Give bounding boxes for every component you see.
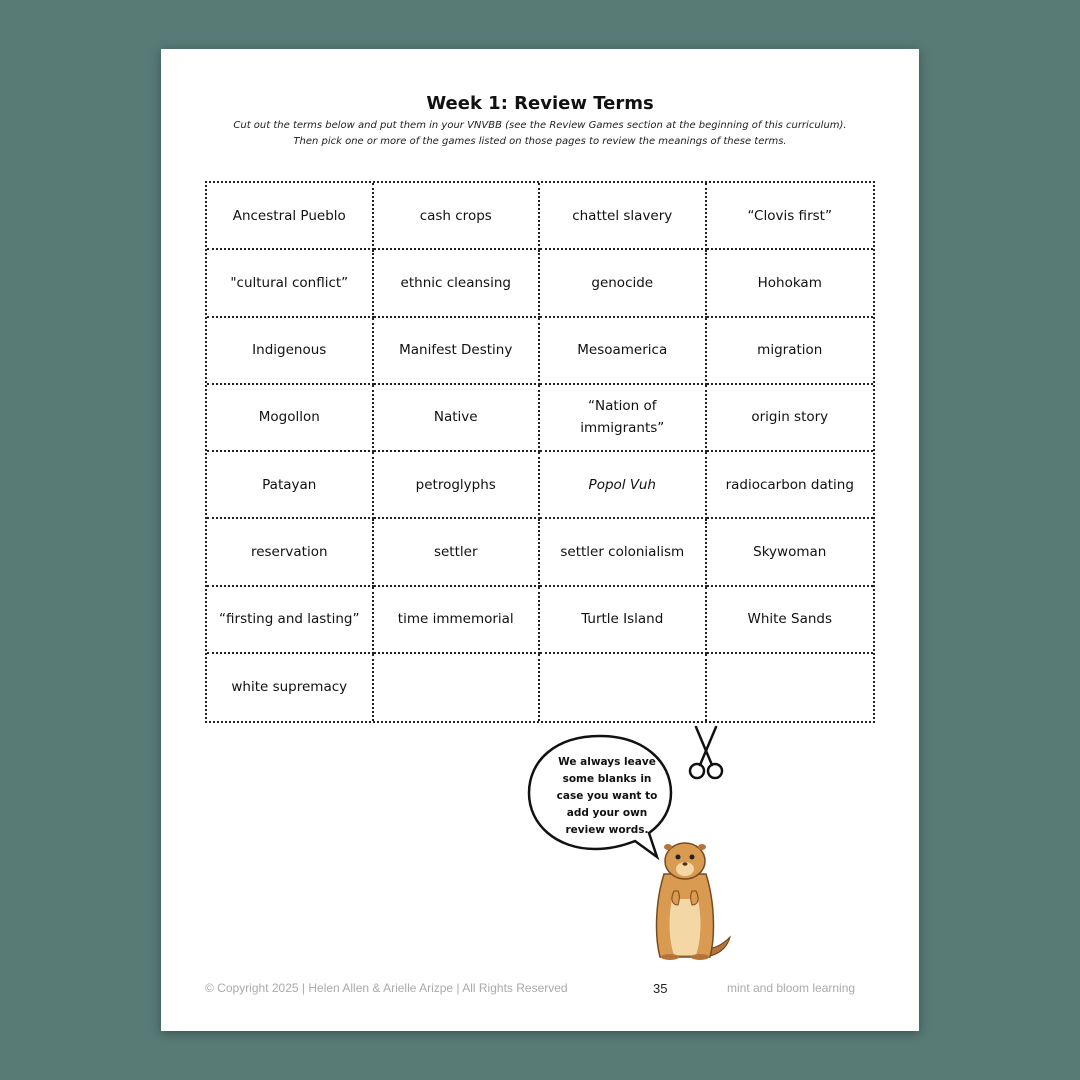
scissors-icon — [686, 725, 726, 781]
term-card: time immemorial — [374, 587, 541, 654]
prairie-dog-illustration — [636, 829, 736, 964]
term-card: migration — [707, 318, 874, 385]
term-card: Turtle Island — [540, 587, 707, 654]
page-number: 35 — [653, 981, 668, 996]
term-card: Patayan — [207, 452, 374, 519]
copyright-notice: © Copyright 2025 | Helen Allen & Arielle Arizpe | All Rights Reserved — [205, 981, 568, 995]
terms-grid — [205, 181, 875, 723]
blank-term-card — [374, 654, 541, 721]
term-card: Manifest Destiny — [374, 318, 541, 385]
instructions — [191, 118, 889, 150]
worksheet-page — [161, 49, 919, 1031]
term-card: Popol Vuh — [540, 452, 707, 519]
term-card: chattel slavery — [540, 183, 707, 250]
term-card: reservation — [207, 519, 374, 586]
term-card: "cultural conflict” — [207, 250, 374, 317]
term-card: settler — [374, 519, 541, 586]
term-card: “Clovis first” — [707, 183, 874, 250]
term-card: Native — [374, 385, 541, 452]
term-card: “firsting and lasting” — [207, 587, 374, 654]
term-card: cash crops — [374, 183, 541, 250]
term-card: Mogollon — [207, 385, 374, 452]
term-card: origin story — [707, 385, 874, 452]
speech-bubble-text: We always leave some blanks in case you want to add your own review words. — [556, 756, 658, 836]
term-card: petroglyphs — [374, 452, 541, 519]
instructions-line-2: Then pick one or more of the games listed on those pages to review the meanings of these terms. — [293, 136, 787, 147]
blank-term-card — [540, 654, 707, 721]
brand-name: mint and bloom learning — [727, 981, 856, 995]
term-card: settler colonialism — [540, 519, 707, 586]
term-card: Ancestral Pueblo — [207, 183, 374, 250]
term-card: radiocarbon dating — [707, 452, 874, 519]
term-card: ethnic cleansing — [374, 250, 541, 317]
blank-term-card — [707, 654, 874, 721]
instructions-line-1: Cut out the terms below and put them in your VNVBB (see the Review Games section at the beginning of this curriculum). — [233, 120, 847, 131]
page-title: Week 1: Review Terms — [426, 93, 654, 114]
term-card: genocide — [540, 250, 707, 317]
term-card: White Sands — [707, 587, 874, 654]
term-card: Hohokam — [707, 250, 874, 317]
term-card: Skywoman — [707, 519, 874, 586]
term-card: Indigenous — [207, 318, 374, 385]
term-card: Mesoamerica — [540, 318, 707, 385]
term-card: white supremacy — [207, 654, 374, 721]
term-card: “Nation of immigrants” — [540, 385, 707, 452]
